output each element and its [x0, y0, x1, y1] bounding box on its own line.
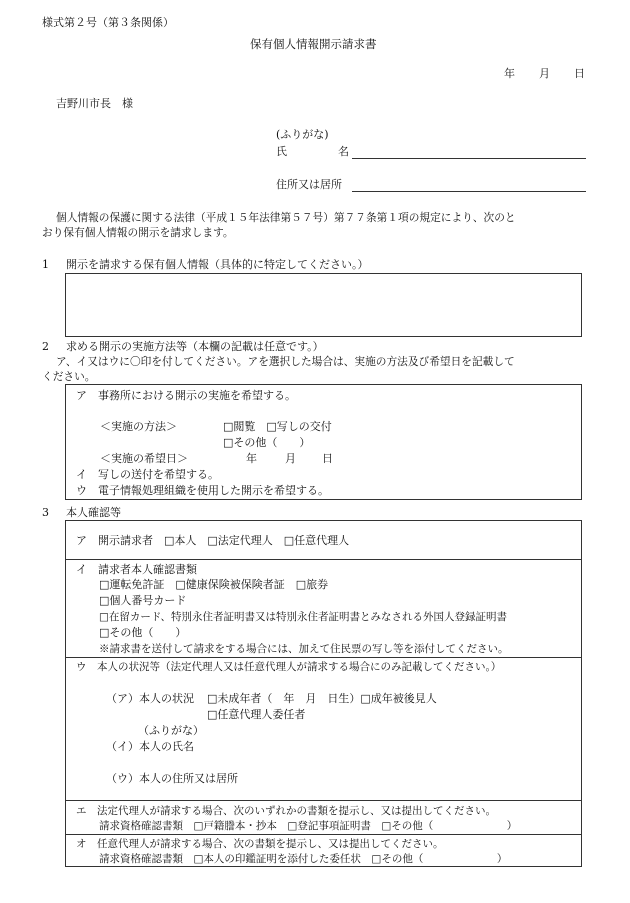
- addressee: 吉野川市長 様: [56, 97, 133, 110]
- row-divider: [66, 559, 581, 560]
- option-u-label[interactable]: ウ 電子情報処理組織を使用した開示を希望する。: [76, 484, 329, 497]
- section-1-number: 1: [42, 258, 49, 271]
- desired-date-month: 月: [285, 452, 296, 465]
- voluntary-agent-line-2[interactable]: 請求資格確認書類 □本人の印鑑証明を添付した委任状 □その他（ ）: [99, 853, 508, 865]
- legal-agent-line-1: エ 法定代理人が請求する場合、次のいずれかの書類を提示し、又は提出してください。: [76, 805, 496, 817]
- intro-line-2: おり保有個人情報の開示を請求します。: [42, 226, 234, 239]
- principal-name-label[interactable]: （イ）本人の氏名: [106, 740, 194, 753]
- option-a-label[interactable]: ア 事務所における開示の実施を希望する。: [76, 389, 296, 402]
- form-number: 様式第２号（第３条関係）: [42, 16, 174, 29]
- row-divider: [66, 834, 581, 835]
- desired-date-label: ＜実施の希望日＞: [100, 452, 188, 465]
- id-documents-line-1[interactable]: □運転免許証 □健康保険被保険者証 □旅券: [99, 578, 329, 591]
- id-documents-line-4[interactable]: □その他（ ）: [99, 626, 187, 639]
- row-divider: [66, 800, 581, 801]
- id-documents-note: ※請求書を送付して請求をする場合には、加えて住民票の写し等を添付してください。: [99, 643, 509, 655]
- requester-type-row[interactable]: ア 開示請求者 □本人 □法定代理人 □任意代理人: [76, 534, 350, 547]
- legal-agent-line-2[interactable]: 請求資格確認書類 □戸籍謄本・抄本 □登記事項証明書 □その他（ ）: [99, 820, 518, 832]
- option-i-label[interactable]: イ 写しの送付を希望する。: [76, 468, 219, 481]
- section-1-input-box[interactable]: [65, 273, 582, 337]
- section-3-number: 3: [42, 506, 49, 519]
- section-2-note-line-2: ください。: [42, 370, 96, 383]
- voluntary-agent-line-1: オ 任意代理人が請求する場合、次の書類を提示し、又は提出してください。: [76, 838, 444, 850]
- principal-status-title: ウ 本人の状況等（法定代理人又は任意代理人が請求する場合にのみ記載してください。）: [76, 661, 502, 673]
- id-documents-title: イ 請求者本人確認書類: [76, 563, 197, 576]
- intro-line-1: 個人情報の保護に関する法律（平成１５年法律第５７号）第７７条第１項の規定により、次のと: [56, 211, 516, 224]
- desired-date-day: 日: [322, 452, 333, 465]
- applicant-address-label: 住所又は居所: [276, 178, 342, 191]
- date-month: 月: [539, 67, 550, 80]
- section-2-note-line-1: ア、イ又はウに〇印を付してください。アを選択した場合は、実施の方法及び希望日を記載して: [56, 355, 515, 368]
- applicant-furigana: (ふりがな): [276, 128, 329, 141]
- date-year: 年: [504, 67, 515, 80]
- section-2-options-box: [65, 384, 582, 500]
- section-2-label: 求める開示の実施方法等（本欄の記載は任意です。）: [66, 340, 324, 353]
- method-options-line-2[interactable]: □その他（ ）: [223, 436, 311, 449]
- principal-status-options-2[interactable]: □任意代理人委任者: [207, 708, 306, 721]
- principal-status-label: （ア）本人の状況: [106, 692, 194, 705]
- id-documents-line-3[interactable]: □在留カード、特別永住者証明書又は特別永住者証明書とみなされる外国人登録証明書: [99, 611, 507, 623]
- page-title: 保有個人情報開示請求書: [250, 37, 377, 51]
- principal-status-options-1[interactable]: □未成年者（ 年 月 日生）□成年被後見人: [207, 692, 437, 705]
- section-1-label: 開示を請求する保有個人情報（具体的に特定してください。）: [66, 258, 369, 271]
- row-divider: [66, 657, 581, 658]
- section-3-label: 本人確認等: [66, 506, 121, 519]
- applicant-name-label-2: 名: [338, 145, 349, 158]
- section-2-number: 2: [42, 340, 49, 353]
- applicant-address-line[interactable]: [352, 191, 586, 192]
- method-label: ＜実施の方法＞: [100, 420, 177, 433]
- principal-furigana: （ふりがな）: [138, 724, 204, 737]
- principal-address-label[interactable]: （ウ）本人の住所又は居所: [106, 772, 238, 785]
- desired-date-year: 年: [246, 452, 257, 465]
- date-day: 日: [574, 67, 585, 80]
- applicant-name-line[interactable]: [352, 158, 586, 159]
- section-3-table: [65, 520, 582, 867]
- applicant-name-label-1: 氏: [276, 145, 287, 158]
- id-documents-line-2[interactable]: □個人番号カード: [99, 594, 187, 607]
- method-options-line-1[interactable]: □閲覧 □写しの交付: [223, 420, 332, 433]
